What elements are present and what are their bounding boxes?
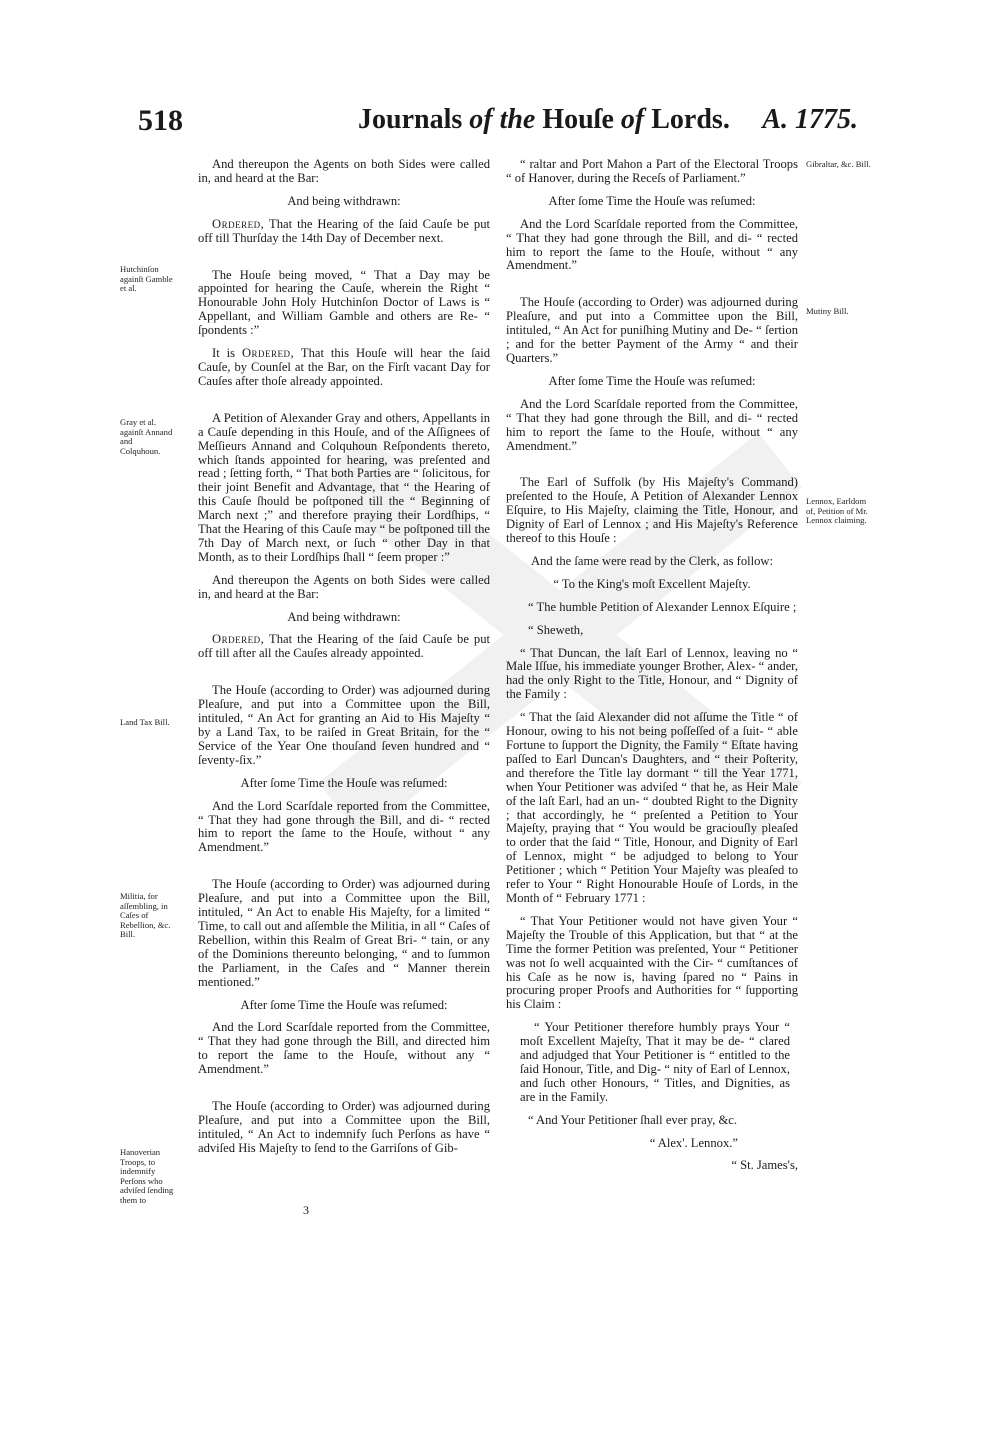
paragraph: “ To the King's moſt Excellent Majeſty.: [553, 576, 751, 591]
paragraph: “ Sheweth,: [528, 622, 584, 637]
paragraph: It is Ordered, That this Houſe will hear the ſaid Cauſe, by Counſel at the Bar, on the Firſt vacant Day for Cauſes after thoſe already appointed.: [198, 346, 490, 388]
paragraph: “ And Your Petitioner ſhall ever pray, &c.: [528, 1112, 738, 1127]
paragraph: “ That Your Petitioner would not have given Your “ Majeſty the Trouble of this Application, but that “ at the Time the former Petition was preſented, Your “ Petitioner was not ſo well acquainted with the Cir- “ cumſtances of his Caſe as he now is, having ſpared no “ Pains in procuring proper Proofs and Authorities for “ ſupporting his Claim :: [506, 913, 798, 1012]
paragraph: “ raltar and Port Mahon a Part of the Electoral Troops “ of Hanover, during the Receſs of Parliament.”: [506, 157, 798, 185]
signature-mark: 3: [303, 1203, 309, 1217]
paragraph: The Houſe (according to Order) was adjourned during Pleaſure, and put into a Committee upon the Bill, intituled, “ An Act for puniſhing Mutiny and De- “ ſertion ; and for the better Payment of the Army “ and their Quarters.”: [506, 295, 798, 365]
paragraph: “ Alex'. Lennox.”: [649, 1135, 738, 1150]
paragraph: After ſome Time the Houſe was reſumed:: [548, 193, 756, 208]
paragraph: “ Your Petitioner therefore humbly prays Your “ moſt Excellent Majeſty, That it may be de- “ clared and adjudged that Your Petitioner is “ entitled to the ſaid Honour, Title, and Dig- “ nity of Earl of Lennox, and ſuch other Honours, “ Titles, and Dignities, as are in the Family.: [520, 1020, 790, 1104]
paragraph: A Petition of Alexander Gray and others, Appellants in a Cauſe depending in this Houſe, and of the Aſſignees of Meſſieurs Annand and Colquhoun Reſpondents thereto, which ſtands appointed for hearing, was preſented and read ; ſetting forth, “ That both Parties are “ ſolicitous, for their joint Benefit and Advantage, that “ the Hearing of this Cauſe ſhould be poſtponed till the “ Beginning of March next ;” and therefore praying their Lordſhips, “ That the Hearing of this Cauſe may “ be poſtponed till the 7th Day of March next, or ſuch “ other Day in that Month, as to their Lordſhips ſhall “ ſeem proper :”: [198, 410, 490, 564]
page-number: 518: [138, 104, 183, 137]
margin-note-militia: Militia, for aſſembling, in Caſes of Rebellion, &c. Bill.: [120, 891, 171, 940]
page-header: [138, 104, 858, 154]
margin-note-hanoverian: Hanoverian Troops, to indemnify Perſons who adviſed ſending them to: [120, 1147, 174, 1205]
paragraph: Ordered, That the Hearing of the ſaid Cauſe be put off till Thurſday the 14th Day of December next.: [198, 216, 490, 245]
paragraph: After ſome Time the Houſe was reſumed:: [240, 775, 448, 790]
paragraph: “ That Duncan, the laſt Earl of Lennox, leaving no “ Male Iſſue, his immediate younger Brother, Alex- “ ander, had the only Right to the Title, Honour, and “ Dignity of the Family :: [506, 645, 798, 702]
paragraph: After ſome Time the Houſe was reſumed:: [548, 373, 756, 388]
paragraph: “ That the ſaid Alexander did not aſſume the Title “ of Honour, owing to his not being poſſeſſed of a ſuit- “ able Fortune to ſupport the Dignity, the Family “ Eſtate having paſſed to Earl Duncan's Daughters, and “ their Poſterity, and therefore the Title lay dormant “ till the Year 1771, when Your Petitioner was adviſed “ that he, as Heir Male of the laſt Earl, had an un- “ doubted Right to the Dignity ; that accordingly, he “ preſented a Petition to Your Majeſty, praying that “ You would be graciouſly pleaſed to order that the ſaid “ Title, Honour, and Dignity of Earl of Lennox, might “ be adjudged to belong to Your Petitioner ; which “ Petition Your Majeſty was pleaſed to refer to Your “ Right Honourable Houſe of Lords, in the Month of “ February 1771 :: [506, 710, 798, 905]
margin-note-mutiny: Mutiny Bill.: [806, 306, 849, 316]
paragraph: The Houſe being moved, “ That a Day may be appointed for hearing the Cauſe, wherein the Right “ Honourable John Holy Hutchinſon Doctor of Laws is “ Appellant, and William Gamble and others are Re- “ ſpondents :”: [198, 267, 490, 338]
paragraph: And being withdrawn:: [287, 193, 401, 208]
running-title: Journals of the Houſe of Lords.: [358, 104, 730, 135]
paragraph: “ The humble Petition of Alexander Lennox Eſquire ;: [528, 599, 797, 614]
paragraph: And the ſame were read by the Clerk, as follow:: [531, 553, 773, 568]
right-column: [506, 158, 798, 1182]
margin-note-gray: Gray et al. againſt Annand and Colquhoun.: [120, 417, 173, 456]
paragraph: And thereupon the Agents on both Sides were called in, and heard at the Bar:: [198, 572, 490, 601]
paragraph: And thereupon the Agents on both Sides were called in, and heard at the Bar:: [198, 157, 490, 185]
left-column: [198, 158, 490, 1165]
paragraph: Ordered, That the Hearing of the ſaid Cauſe be put off till after all the Cauſes already appointed.: [198, 632, 490, 661]
paragraph: “ St. James's,: [731, 1158, 798, 1173]
paragraph: And being withdrawn:: [287, 609, 401, 624]
paragraph: After ſome Time the Houſe was reſumed:: [240, 997, 448, 1012]
margin-note-hutchinson: Hutchinſon againſt Gamble et al.: [120, 264, 173, 294]
paragraph: And the Lord Scarſdale reported from the Committee, “ That they had gone through the Bill, and di- “ rected him to report the ſame to the Houſe, without “ any Amendment.”: [506, 396, 798, 453]
paragraph: The Houſe (according to Order) was adjourned during Pleaſure, and put into a Committee upon the Bill, intituled, “ An Act to enable His Majeſty, for a limited “ Time, to call out and aſſemble the Militia, in all “ Caſes of Rebellion, within this Realm of Great Bri- “ tain, or any of the Dominions thereunto belonging, “ and to ſummon the Parliament, in the Caſes and “ Manner therein mentioned.”: [198, 877, 490, 989]
year-label: A. 1775.: [762, 104, 858, 135]
margin-note-land-tax: Land Tax Bill.: [120, 717, 170, 727]
paragraph: The Houſe (according to Order) was adjourned during Pleaſure, and put into a Committee upon the Bill, intituled, “ An Act for granting an Aid to His Majeſty “ by a Land Tax, to be raiſed in Great Britain, for the “ Service of the Year One thouſand ſeven hundred and “ ſeventy-ſix.”: [198, 683, 490, 767]
paragraph: And the Lord Scarſdale reported from the Committee, “ That they had gone through the Bill, and di- “ rected him to report the ſame to the Houſe, without “ any Amendment.”: [506, 216, 798, 273]
paragraph: And the Lord Scarſdale reported from the Committee, “ That they had gone through the Bill, and di- “ rected him to report the ſame to the Houſe, without “ any Amendment.”: [198, 798, 490, 855]
margin-note-gibraltar: Gibraltar, &c. Bill.: [806, 159, 871, 169]
paragraph: The Houſe (according to Order) was adjourned during Pleaſure, and put into a Committee upon the Bill, intituled, “ An Act to indemnify ſuch Perſons as have “ adviſed His Majeſty to ſend to the Garriſons of Gib-: [198, 1099, 490, 1155]
paragraph: The Earl of Suffolk (by His Majeſty's Command) preſented to the Houſe, A Petition of Alexander Lennox Eſquire, to His Majeſty, claiming the Title, Honour, and Dignity of Earl of Lennox ; and His Majeſty's Reference thereof to this Houſe :: [506, 475, 798, 546]
margin-note-lennox: Lennox, Earldom of, Petition of Mr. Lennox claiming.: [806, 496, 868, 526]
paragraph: And the Lord Scarſdale reported from the Committee, “ That they had gone through the Bill, and directed him to report the ſame to the Houſe, without any “ Amendment.”: [198, 1020, 490, 1077]
